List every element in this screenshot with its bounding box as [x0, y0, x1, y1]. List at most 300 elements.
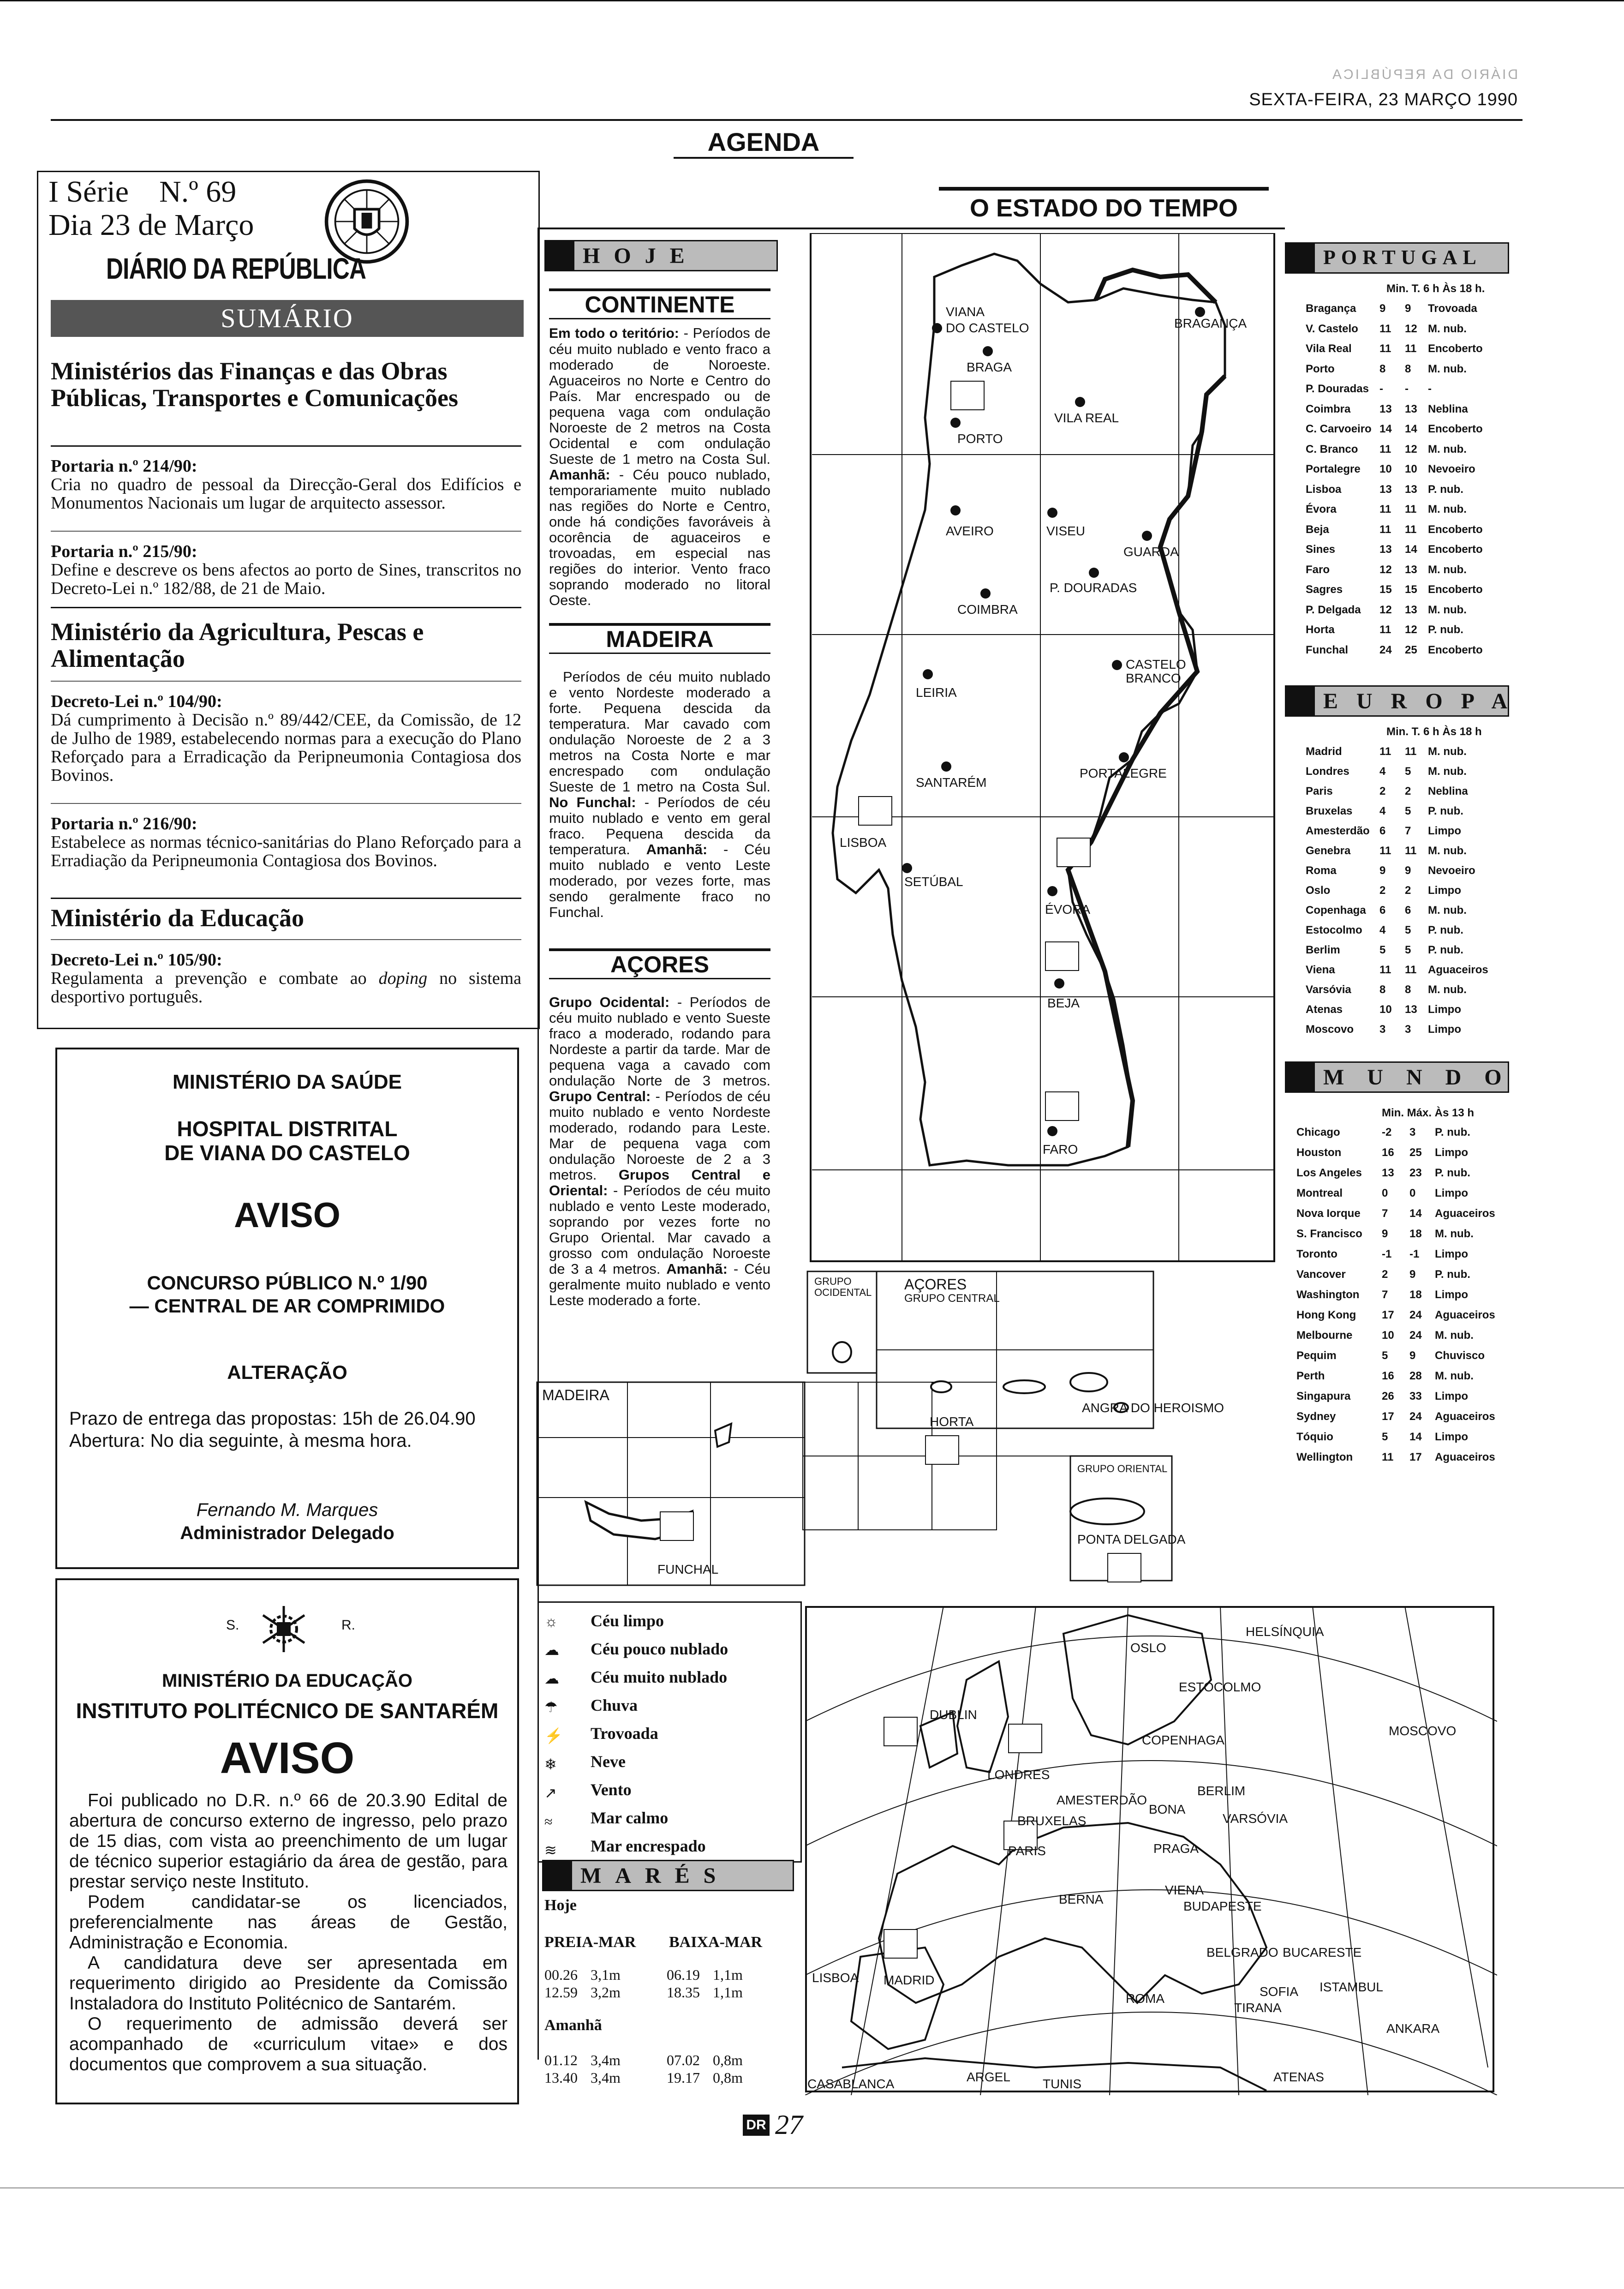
mundo-table-header: Min. Máx. Às 13 h [1382, 1107, 1475, 1119]
table-cell: 2 [1405, 884, 1411, 897]
city-label: AVEIRO [946, 524, 994, 538]
table-cell: M. nub. [1428, 603, 1467, 616]
table-cell: Limpo [1435, 1187, 1468, 1199]
city-label: MOSCOVO [1389, 1724, 1457, 1738]
table-cell: Melbourne [1296, 1329, 1353, 1342]
legend-icons: ☼ ☁ ☁ ☂ ⚡ ❄ ↗ ≈ ≋ [544, 1613, 563, 1858]
table-cell: - [1405, 383, 1409, 395]
city-label: ROMA [1126, 1991, 1164, 2006]
notice-signature: Fernando M. Marques [196, 1500, 378, 1520]
table-cell: 16 [1382, 1370, 1394, 1382]
table-cell: 13 [1405, 603, 1417, 616]
table-row [1296, 1370, 1504, 1390]
table-cell: 3 [1409, 1126, 1416, 1139]
city-label: AMESTERDÃO [1057, 1793, 1147, 1807]
table-cell: 12 [1405, 623, 1417, 636]
table-cell: Limpo [1428, 884, 1461, 897]
table-cell: Faro [1306, 563, 1330, 576]
city-label: SETÚBAL [904, 875, 963, 889]
table-cell: C. Branco [1306, 443, 1358, 455]
table-cell: Nevoeiro [1428, 864, 1475, 877]
table-cell: Limpo [1428, 1023, 1461, 1036]
weather-title: O ESTADO DO TEMPO [969, 194, 1238, 222]
city-label: BONA [1149, 1802, 1186, 1816]
table-cell: 6 [1379, 904, 1386, 917]
map-label: AÇORES [904, 1276, 967, 1293]
table-cell: Vila Real [1306, 342, 1352, 355]
table-cell: Berlim [1306, 944, 1340, 956]
city-label: DO CASTELO [946, 321, 1029, 335]
city-dot [980, 588, 991, 599]
table-row [1306, 864, 1499, 884]
table-cell: Washington [1296, 1288, 1360, 1301]
table-cell: 11 [1405, 845, 1417, 857]
entry: Decreto-Lei n.º 104/90: Dá cumprimento à Decisão n.º 89/442/CEE, da Comissão, de 12 de Julho de 1989, estabelecendo normas para a execução do Plano Reforçado para a Erradicação da Peripneumonia Contagiosa dos Bovinos. [51, 692, 521, 785]
table-row [1306, 523, 1499, 544]
city-dot [950, 505, 961, 515]
table-cell: Beja [1306, 523, 1329, 536]
table-cell: Évora [1306, 503, 1337, 515]
table-cell: 7 [1382, 1207, 1388, 1220]
table-row [1306, 563, 1499, 584]
table-cell: Encoberto [1428, 543, 1483, 556]
table-cell: 12 [1405, 322, 1417, 335]
table-cell: 2 [1382, 1268, 1388, 1281]
city-dot [902, 863, 912, 873]
city-label: CASTELO BRANCO [1126, 657, 1186, 685]
city-label: VISEU [1046, 524, 1086, 538]
city-label: BRUXELAS [1017, 1814, 1087, 1828]
city-dot [1075, 397, 1085, 407]
table-cell: M. nub. [1435, 1228, 1474, 1240]
table-cell: 11 [1379, 745, 1391, 758]
map-label: GRUPO OCIDENTAL [814, 1276, 872, 1298]
table-cell: 15 [1379, 583, 1392, 596]
table-cell: Portalegre [1306, 463, 1361, 475]
table-row [1296, 1329, 1504, 1349]
city-dot [1054, 978, 1064, 989]
table-cell: Roma [1306, 864, 1337, 877]
city-label: FUNCHAL [657, 1562, 719, 1576]
europa-header: EUROPA [1285, 685, 1509, 717]
table-row [1296, 1126, 1504, 1146]
continente-text: Em todo o teritório: - Períodos de céu muito nublado e vento fraco a moderado de Noroeste. Aguaceiros no Norte e Centro do País. Mar encrespado ou de pequena vaga com ondulação Noroeste de 2 metros na Costa Ocidental e com ondulação Sueste de 1 metro na Costa Sul. Amanhã: - Céu pouco nublado, temporariamente muito nublado nas regiões do Norte e Centro, onde há condições favoráveis à ocorência de aguaceiros e trovoadas, em especial nas regiões do interior. Vento fraco soprando moderado no litoral Oeste. [549, 325, 771, 608]
table-cell: Genebra [1306, 845, 1351, 857]
notice-alteracao: ALTERAÇÃO [227, 1361, 347, 1383]
map-label: GRUPO ORIENTAL [1077, 1463, 1168, 1474]
sun-icon [660, 1511, 694, 1541]
city-dot [932, 323, 942, 333]
table-row [1306, 623, 1499, 644]
city-label: ISTAMBUL [1320, 1980, 1383, 1994]
table-cell: Encoberto [1428, 583, 1483, 596]
cloudy-icon [1008, 1724, 1042, 1753]
city-label: COIMBRA [957, 602, 1018, 617]
table-cell: Sagres [1306, 583, 1343, 596]
table-cell: Chuvisco [1435, 1349, 1485, 1362]
table-cell: Los Angeles [1296, 1167, 1362, 1179]
city-label: LEIRIA [916, 685, 957, 700]
acores-text: Grupo Ocidental: - Períodos de céu muito nublado e vento Sueste fraco a moderado, rodando para Nordeste a partir da tarde. Mar de pequena vaga a cavado com ondulação Norte de 3 metros. Grupo Central: - Períodos de céu muito nublado e vento Nordeste moderado, rodando para Leste. Mar de pequena vaga com ondulação Noroeste de 2 a 3 metros. Grupos Central e Oriental: - Períodos de céu muito nublado e vento Leste moderado, soprando por vezes forte no Grupo Oriental. Mar cavado a grosso com ondulação Noroeste de 3 a 4 metros. Amanhã: - Céu geralmente muito nublado e vento Leste moderado a forte. [549, 994, 770, 1308]
city-label: BRAGANÇA [1174, 316, 1247, 330]
table-cell: Estocolmo [1306, 924, 1362, 936]
table-cell: Perth [1296, 1370, 1325, 1382]
table-row [1306, 543, 1499, 563]
table-row [1306, 964, 1499, 983]
table-cell: 25 [1409, 1146, 1422, 1159]
sun-icon [884, 1929, 918, 1959]
table-row [1306, 825, 1499, 845]
table-cell: Aguaceiros [1435, 1410, 1495, 1423]
table-cell: S. Francisco [1296, 1228, 1362, 1240]
city-label: HELSÍNQUIA [1246, 1624, 1324, 1639]
ministry-heading: Ministérios das Finanças e das Obras Públicas, Transportes e Comunicações [51, 357, 458, 412]
table-cell: Aguaceiros [1435, 1207, 1495, 1220]
table-cell: P. nub. [1435, 1126, 1470, 1139]
table-cell: Londres [1306, 765, 1349, 778]
table-row [1306, 785, 1499, 805]
table-cell: 9 [1379, 864, 1386, 877]
table-row [1306, 463, 1499, 483]
table-cell: M. nub. [1428, 983, 1467, 996]
table-cell: P. nub. [1428, 623, 1463, 636]
table-cell: Vancover [1296, 1268, 1346, 1281]
table-cell: 16 [1382, 1146, 1394, 1159]
partly-cloudy-icon [884, 1717, 918, 1746]
table-cell: 9 [1405, 864, 1411, 877]
city-label: BEJA [1047, 996, 1080, 1010]
table-cell: 23 [1409, 1167, 1422, 1179]
table-cell: Hong Kong [1296, 1309, 1356, 1321]
table-cell: 11 [1405, 964, 1417, 976]
table-row [1296, 1268, 1504, 1288]
table-cell: M. nub. [1428, 745, 1467, 758]
city-dot [1089, 568, 1099, 578]
mundo-header: MUNDO [1285, 1061, 1509, 1093]
table-cell: P. nub. [1428, 924, 1463, 936]
table-cell: 15 [1405, 583, 1417, 596]
table-cell: 11 [1379, 322, 1391, 335]
page-number: 27 [775, 2109, 803, 2140]
table-cell: Paris [1306, 785, 1333, 797]
table-cell: M. nub. [1428, 322, 1467, 335]
entry: Portaria n.º 215/90: Define e descreve os bens afectos ao porto de Sines, transcritos no Decreto-Lei n.º 182/88, de 21 de Maio. [51, 542, 521, 598]
table-cell: Atenas [1306, 1003, 1343, 1016]
table-cell: 5 [1379, 944, 1386, 956]
table-row [1296, 1410, 1504, 1431]
table-cell: 14 [1405, 423, 1417, 435]
table-cell: 0 [1409, 1187, 1416, 1199]
table-cell: 3 [1379, 1023, 1386, 1036]
faded-mark: DIÁRIO DA REPÚBLICA [1330, 67, 1518, 82]
table-row [1306, 403, 1499, 423]
table-cell: M. nub. [1435, 1329, 1474, 1342]
table-cell: P. nub. [1428, 805, 1463, 817]
city-label: LISBOA [840, 835, 887, 850]
city-label: ESTOCOLMO [1179, 1680, 1261, 1694]
city-label: COPENHAGA [1142, 1733, 1224, 1747]
city-label: PORTALEGRE [1080, 766, 1167, 780]
table-cell: 12 [1379, 563, 1392, 576]
table-row [1306, 983, 1499, 1003]
table-cell: 9 [1405, 302, 1411, 315]
city-label: ARGEL [967, 2070, 1010, 2084]
table-cell: 5 [1405, 765, 1411, 778]
table-row [1296, 1248, 1504, 1268]
table-cell: 11 [1405, 503, 1417, 515]
city-label: ANKARA [1386, 2021, 1440, 2036]
table-cell: P. Douradas [1306, 383, 1369, 395]
table-cell: 13 [1405, 483, 1417, 496]
city-label: VIANA [946, 305, 985, 319]
table-cell: Oslo [1306, 884, 1331, 897]
portugal-map [810, 233, 1276, 1262]
table-row [1306, 845, 1499, 864]
city-label: BUDAPESTE [1183, 1899, 1262, 1913]
table-cell: Viena [1306, 964, 1335, 976]
city-label: BRAGA [967, 360, 1012, 374]
city-label: SANTARÉM [916, 775, 987, 790]
table-cell: M. nub. [1428, 503, 1467, 515]
notice-body: Foi publicado no D.R. n.º 66 de 20.3.90 Edital de abertura de concurso externo de ingresso, pelo prazo de 15 dias, com vista ao preenchimento de um lugar de técnico superior estagiário da área de gestão, para prestar serviço neste Instituto. Podem candidatar-se os licenciados, preferencialmente nas áreas de Gestão, Administração e Economia. A candidatura deve ser apresentada em requerimento dirigido ao Presidente da Comissão Instaladora do Instituto Politécnico de Santarém. O requerimento de admissão deverá ser acompanhado de «curriculum vitae» e dos documentos que comprovem a sua situação. [69, 1791, 508, 2074]
city-dot [1142, 531, 1152, 541]
table-cell: Nova Iorque [1296, 1207, 1361, 1220]
table-row [1306, 944, 1499, 964]
table-row [1306, 503, 1499, 523]
table-cell: Varsóvia [1306, 983, 1351, 996]
ministry-heading: Ministério da Educação [51, 904, 304, 932]
city-label: VARSÓVIA [1223, 1811, 1288, 1826]
table-row [1306, 363, 1499, 383]
table-row [1296, 1288, 1504, 1309]
table-cell: Neblina [1428, 402, 1468, 415]
table-row [1306, 1003, 1499, 1023]
notice-title: AVISO [220, 1733, 355, 1783]
city-label: MADRID [884, 1973, 935, 1987]
table-cell: 11 [1382, 1451, 1394, 1463]
table-cell: Limpo [1435, 1431, 1468, 1443]
table-cell: Trovoada [1428, 302, 1477, 315]
table-cell: 11 [1379, 964, 1391, 976]
table-cell: 9 [1409, 1349, 1416, 1362]
notice-ministry: MINISTÉRIO DA SAÚDE [172, 1071, 402, 1093]
notice-r: R. [341, 1618, 355, 1633]
table-cell: M. nub. [1428, 845, 1467, 857]
city-dot [923, 669, 933, 679]
mares-baixa-label: BAIXA-MAR [669, 1934, 763, 1951]
table-cell: V. Castelo [1306, 322, 1358, 335]
continente-heading: CONTINENTE [549, 288, 770, 319]
city-dot [1047, 508, 1057, 518]
table-cell: Sines [1306, 543, 1336, 556]
table-cell: 4 [1379, 765, 1386, 778]
table-cell: 18 [1409, 1228, 1422, 1240]
table-cell: Aguaceiros [1435, 1451, 1495, 1463]
table-cell: Chicago [1296, 1126, 1340, 1139]
notice-role: Administrador Delegado [180, 1523, 394, 1543]
city-label: LONDRES [987, 1768, 1050, 1782]
table-cell: -1 [1382, 1248, 1392, 1260]
table-cell: 13 [1379, 402, 1392, 415]
table-cell: Encoberto [1428, 342, 1483, 355]
table-cell: Bragança [1306, 302, 1356, 315]
city-label: TUNIS [1043, 2077, 1081, 2091]
table-row [1306, 342, 1499, 363]
table-row [1296, 1349, 1504, 1370]
table-cell: Aguaceiros [1435, 1309, 1495, 1321]
table-cell: M. nub. [1428, 362, 1467, 375]
table-row [1306, 323, 1499, 343]
table-cell: 2 [1379, 884, 1386, 897]
table-cell: 4 [1379, 805, 1386, 817]
partly-cloudy-icon [858, 796, 892, 826]
table-cell: Montreal [1296, 1187, 1343, 1199]
table-cell: Encoberto [1428, 523, 1483, 536]
mares-hoje-rows: 00.26 3,1m 06.19 1,1m 12.59 3,2m 18.35 1,1m [544, 1966, 743, 2001]
table-cell: 24 [1379, 643, 1392, 656]
table-cell: Moscovo [1306, 1023, 1354, 1036]
table-row [1306, 583, 1499, 604]
table-cell: Singapura [1296, 1390, 1351, 1402]
table-cell: 14 [1409, 1431, 1422, 1443]
table-row [1306, 924, 1499, 944]
table-row [1306, 644, 1499, 664]
table-row [1306, 745, 1499, 765]
table-row [1306, 383, 1499, 403]
entry: Decreto-Lei n.º 105/90: Regulamenta a prevenção e combate ao doping no sistema desportivo português. [51, 950, 522, 1007]
issue-date: SEXTA-FEIRA, 23 MARÇO 1990 [1249, 90, 1518, 109]
portugal-header: PORTUGAL [1285, 242, 1509, 274]
city-dot [983, 346, 993, 356]
city-label: BERNA [1059, 1892, 1104, 1906]
table-cell: Sydney [1296, 1410, 1336, 1423]
city-label: ANGRA DO HEROISMO [1082, 1401, 1224, 1415]
table-row [1296, 1146, 1504, 1167]
table-row [1296, 1187, 1504, 1207]
partly-cloudy-icon [925, 1435, 959, 1465]
city-label: PARIS [1008, 1844, 1046, 1858]
section-title: AGENDA [707, 127, 820, 156]
table-cell: 11 [1379, 623, 1391, 636]
hoje-header: HOJE [544, 240, 778, 271]
table-cell: M. nub. [1428, 443, 1467, 455]
table-row [1296, 1390, 1504, 1410]
entry: Portaria n.º 216/90: Estabelece as normas técnico-sanitárias do Plano Reforçado para a Erradiação da Peripneumonia Contagiosa dos Bovinos. [51, 814, 521, 870]
table-cell: - [1428, 383, 1432, 395]
table-cell: Encoberto [1428, 643, 1483, 656]
table-cell: 18 [1409, 1288, 1422, 1301]
notice-hospital-name: HOSPITAL DISTRITAL DE VIANA DO CASTELO [164, 1117, 410, 1165]
table-cell: 4 [1379, 924, 1386, 936]
table-cell: 14 [1405, 543, 1417, 556]
table-cell: 33 [1409, 1390, 1422, 1402]
mares-hoje: Hoje [544, 1897, 577, 1914]
city-dot [1195, 307, 1205, 317]
cloudy-icon [1057, 838, 1091, 867]
partly-cloudy-icon [1045, 941, 1079, 971]
table-cell: 10 [1405, 463, 1417, 475]
table-cell: P. Delgada [1306, 603, 1361, 616]
europa-table-header: Min. T. 6 h Às 18 h [1386, 725, 1482, 738]
table-cell: Limpo [1435, 1390, 1468, 1402]
city-label: ÉVORA [1045, 902, 1091, 917]
city-label: CASABLANCA [807, 2077, 895, 2091]
partly-cloudy-icon [950, 381, 985, 410]
table-cell: 24 [1409, 1309, 1422, 1321]
table-row [1306, 302, 1499, 323]
table-cell: 12 [1405, 443, 1417, 455]
table-cell: -1 [1409, 1248, 1420, 1260]
table-cell: Limpo [1435, 1248, 1468, 1260]
table-cell: 5 [1405, 924, 1411, 936]
table-cell: Bruxelas [1306, 805, 1353, 817]
table-cell: Limpo [1428, 1003, 1461, 1016]
city-dot [1119, 752, 1129, 762]
table-row [1306, 884, 1499, 904]
legend-labels: Céu limpo Céu pouco nublado Céu muito nublado Chuva Trovoada Neve Vento Mar calmo Mar encrespado [591, 1612, 728, 1855]
table-row [1306, 443, 1499, 463]
table-cell: 3 [1405, 1023, 1411, 1036]
table-cell: 13 [1405, 563, 1417, 576]
table-cell: 28 [1409, 1370, 1422, 1382]
table-cell: 8 [1379, 983, 1386, 996]
city-label: GUARDA [1123, 545, 1179, 559]
table-cell: Madrid [1306, 745, 1342, 758]
table-cell: 11 [1379, 342, 1391, 355]
madeira-text: Períodos de céu muito nublado e vento Nordeste moderado a forte. Pequena descida da temperatura. Mar cavado com ondulação Noroeste de 2 a 3 metros na Costa Norte e mar encrespado com ondulação Sueste de 1 metro na Costa Sul. No Funchal: - Períodos de céu muito nublado e vento em geral fraco. Pequena descida da temperatura. Amanhã: - Céu muito nublado e vento Leste moderado, por vezes forte, mas sendo geralmente fraco no Funchal. [549, 669, 770, 920]
city-label: BELGRADO [1206, 1945, 1278, 1959]
notice-instituto-name: INSTITUTO POLITÉCNICO DE SANTARÉM [76, 1699, 499, 1723]
city-label: VILA REAL [1054, 411, 1119, 425]
city-dot [950, 418, 961, 428]
table-cell: 13 [1379, 543, 1392, 556]
table-cell: 7 [1405, 825, 1411, 837]
sumario-bar: SUMÁRIO [51, 300, 524, 337]
table-row [1306, 483, 1499, 503]
table-cell: 8 [1405, 362, 1411, 375]
table-row [1296, 1167, 1504, 1187]
table-cell: 11 [1379, 845, 1391, 857]
table-cell: Toronto [1296, 1248, 1337, 1260]
table-cell: Wellington [1296, 1451, 1353, 1463]
table-cell: 0 [1382, 1187, 1388, 1199]
table-row [1306, 765, 1499, 785]
table-cell: P. nub. [1435, 1167, 1470, 1179]
table-cell: 6 [1379, 825, 1386, 837]
table-cell: 25 [1405, 643, 1417, 656]
table-cell: 5 [1405, 805, 1411, 817]
city-label: BUCARESTE [1283, 1945, 1362, 1959]
issue-series: I Série N.º 69 Dia 23 de Março [48, 175, 254, 242]
notice-title: AVISO [234, 1196, 340, 1235]
table-cell: 11 [1379, 503, 1391, 515]
table-cell: 14 [1379, 423, 1392, 435]
table-row [1306, 423, 1499, 443]
city-label: OSLO [1130, 1641, 1166, 1655]
table-row [1306, 1023, 1499, 1043]
ministry-heading: Ministério da Agricultura, Pescas e Alimentação [51, 618, 424, 672]
table-cell: Funchal [1306, 643, 1349, 656]
cloudy-icon [1107, 1553, 1141, 1582]
city-dot [1047, 1126, 1057, 1136]
table-cell: 5 [1382, 1431, 1388, 1443]
table-cell: 17 [1409, 1451, 1422, 1463]
table-cell: Limpo [1435, 1146, 1468, 1159]
madeira-heading: MADEIRA [549, 623, 770, 654]
city-label: HORTA [930, 1414, 974, 1429]
entry: Portaria n.º 214/90: Cria no quadro de pessoal da Direcção-Geral dos Edifícios e Monumentos Nacionais um lugar de arquitecto assessor. [51, 456, 521, 513]
table-cell: 2 [1379, 785, 1386, 797]
